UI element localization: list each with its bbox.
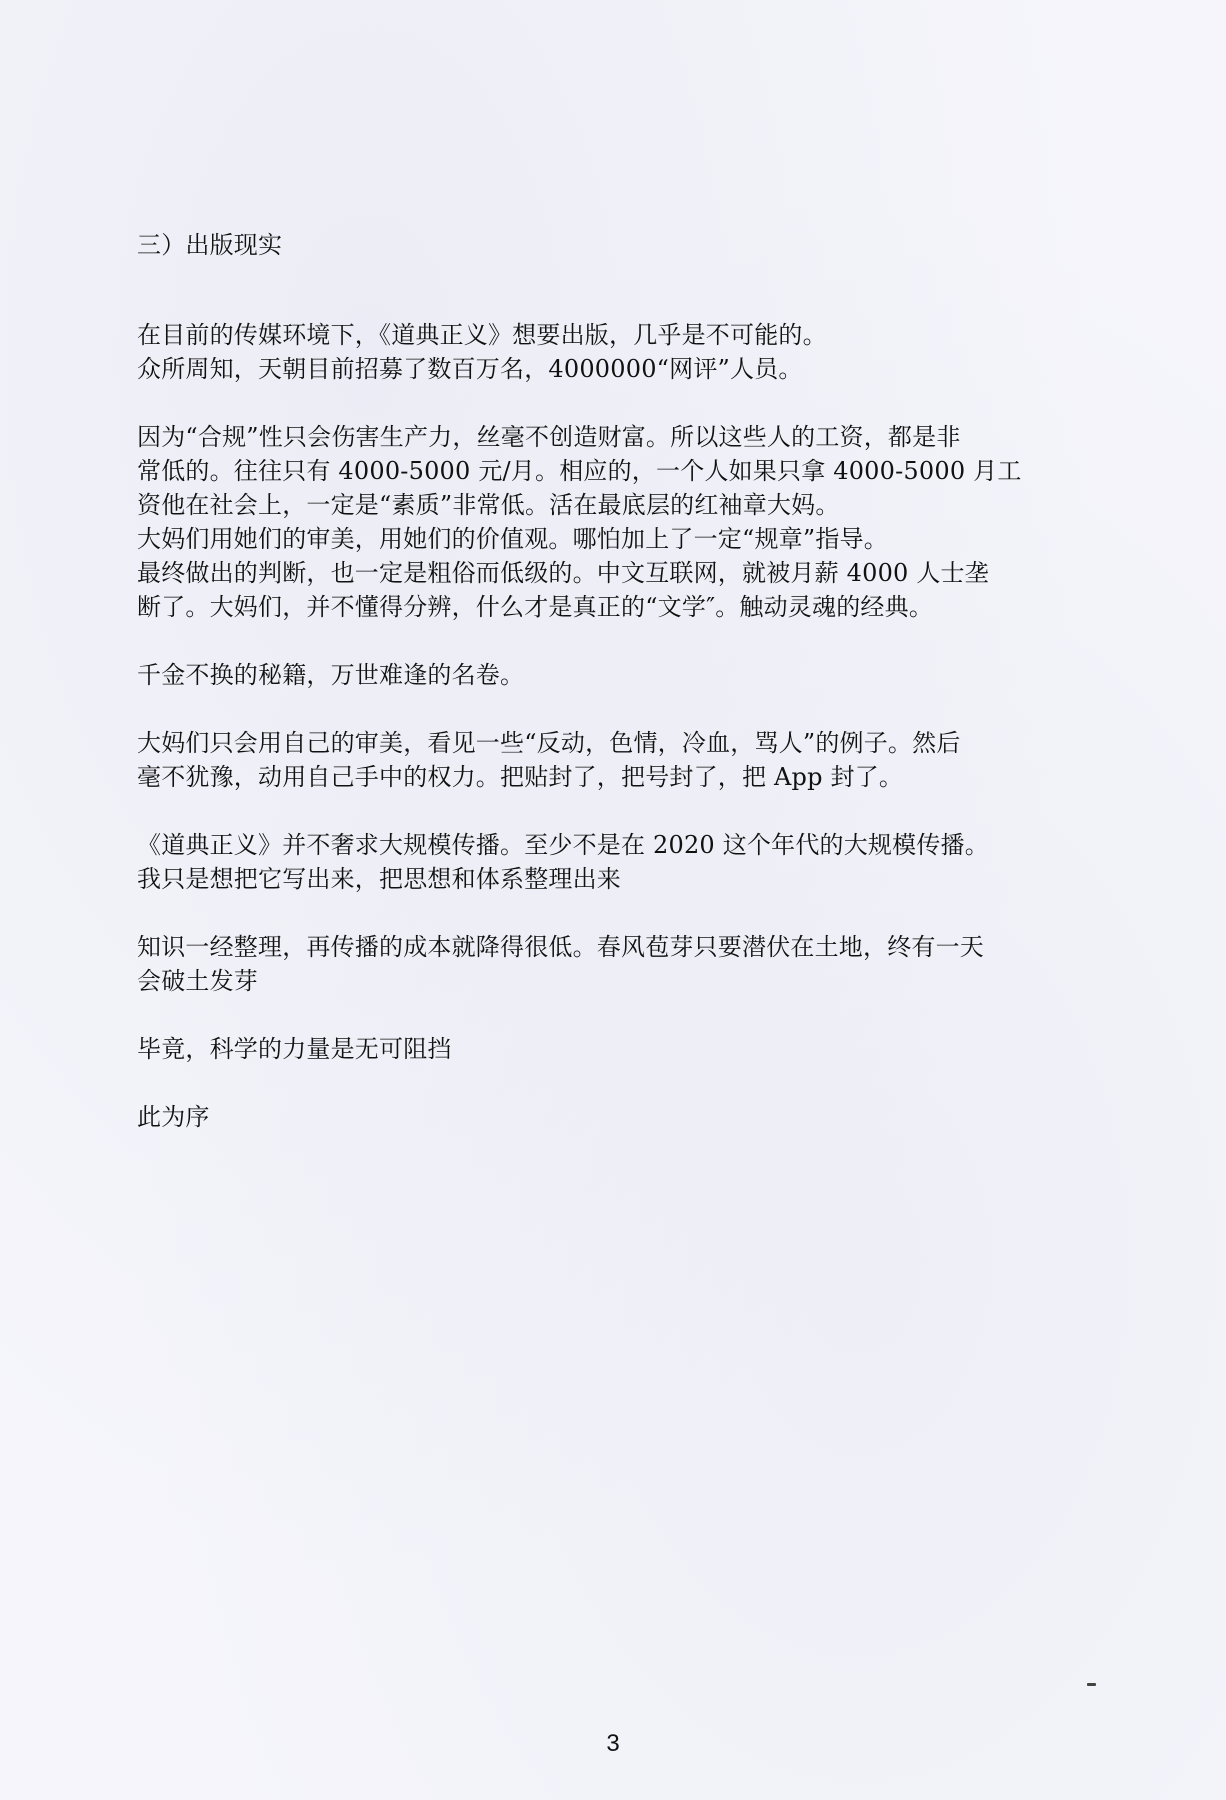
text-line: 《道典正义》并不奢求大规模传播。至少不是在 2020 这个年代的大规模传播。	[137, 831, 989, 859]
scan-speck	[1087, 1683, 1096, 1686]
text-line: 断了。大妈们，并不懂得分辨，什么才是真正的“文学″。触动灵魂的经典。	[137, 593, 934, 621]
page-content	[137, 228, 1087, 1168]
text-line: 会破土发芽	[137, 967, 258, 995]
text-line: 在目前的传媒环境下，《道典正义》想要出版，几乎是不可能的。	[137, 321, 827, 349]
paragraph-5	[137, 828, 1087, 896]
paragraph-6	[137, 930, 1087, 998]
text-line: 大妈们用她们的审美，用她们的价值观。哪怕加上了一定“规章”指导。	[137, 525, 888, 553]
text-line: 众所周知，天朝目前招募了数百万名，4000000“网评”人员。	[137, 355, 803, 383]
page-number: 3	[606, 1730, 620, 1757]
text-line: 我只是想把它写出来，把思想和体系整理出来	[137, 865, 621, 893]
text-line: 千金不换的秘籍，万世难逢的名卷。	[137, 661, 525, 689]
text-line: 大妈们只会用自己的审美，看见一些“反动，色情，冷血，骂人”的例子。然后	[137, 729, 961, 757]
text-line: 资他在社会上，一定是“素质”非常低。活在最底层的红袖章大妈。	[137, 491, 840, 519]
paragraph-1	[137, 318, 1087, 386]
text-line: 知识一经整理，再传播的成本就降得很低。春风苞芽只要潜伏在土地，终有一天	[137, 933, 984, 961]
paragraph-3	[137, 658, 1087, 692]
text-line: 毫不犹豫，动用自己手中的权力。把贴封了，把号封了，把 App 封了。	[137, 763, 904, 791]
section-heading: 三）出版现实	[137, 231, 283, 259]
text-line: 此为序	[137, 1103, 210, 1131]
text-line: 最终做出的判断，也一定是粗俗而低级的。中文互联网，就被月薪 4000 人士垄	[137, 559, 989, 587]
paragraph-7	[137, 1032, 1087, 1066]
paragraph-4	[137, 726, 1087, 794]
text-line: 因为“合规”性只会伤害生产力，丝毫不创造财富。所以这些人的工资，都是非	[137, 423, 961, 451]
text-line: 毕竟，科学的力量是无可阻挡	[137, 1035, 452, 1063]
paragraph-2	[137, 420, 1087, 624]
paragraph-8	[137, 1100, 1087, 1134]
text-line: 常低的。往往只有 4000-5000 元/月。相应的，一个人如果只拿 4000-5000 月工	[137, 457, 1022, 485]
